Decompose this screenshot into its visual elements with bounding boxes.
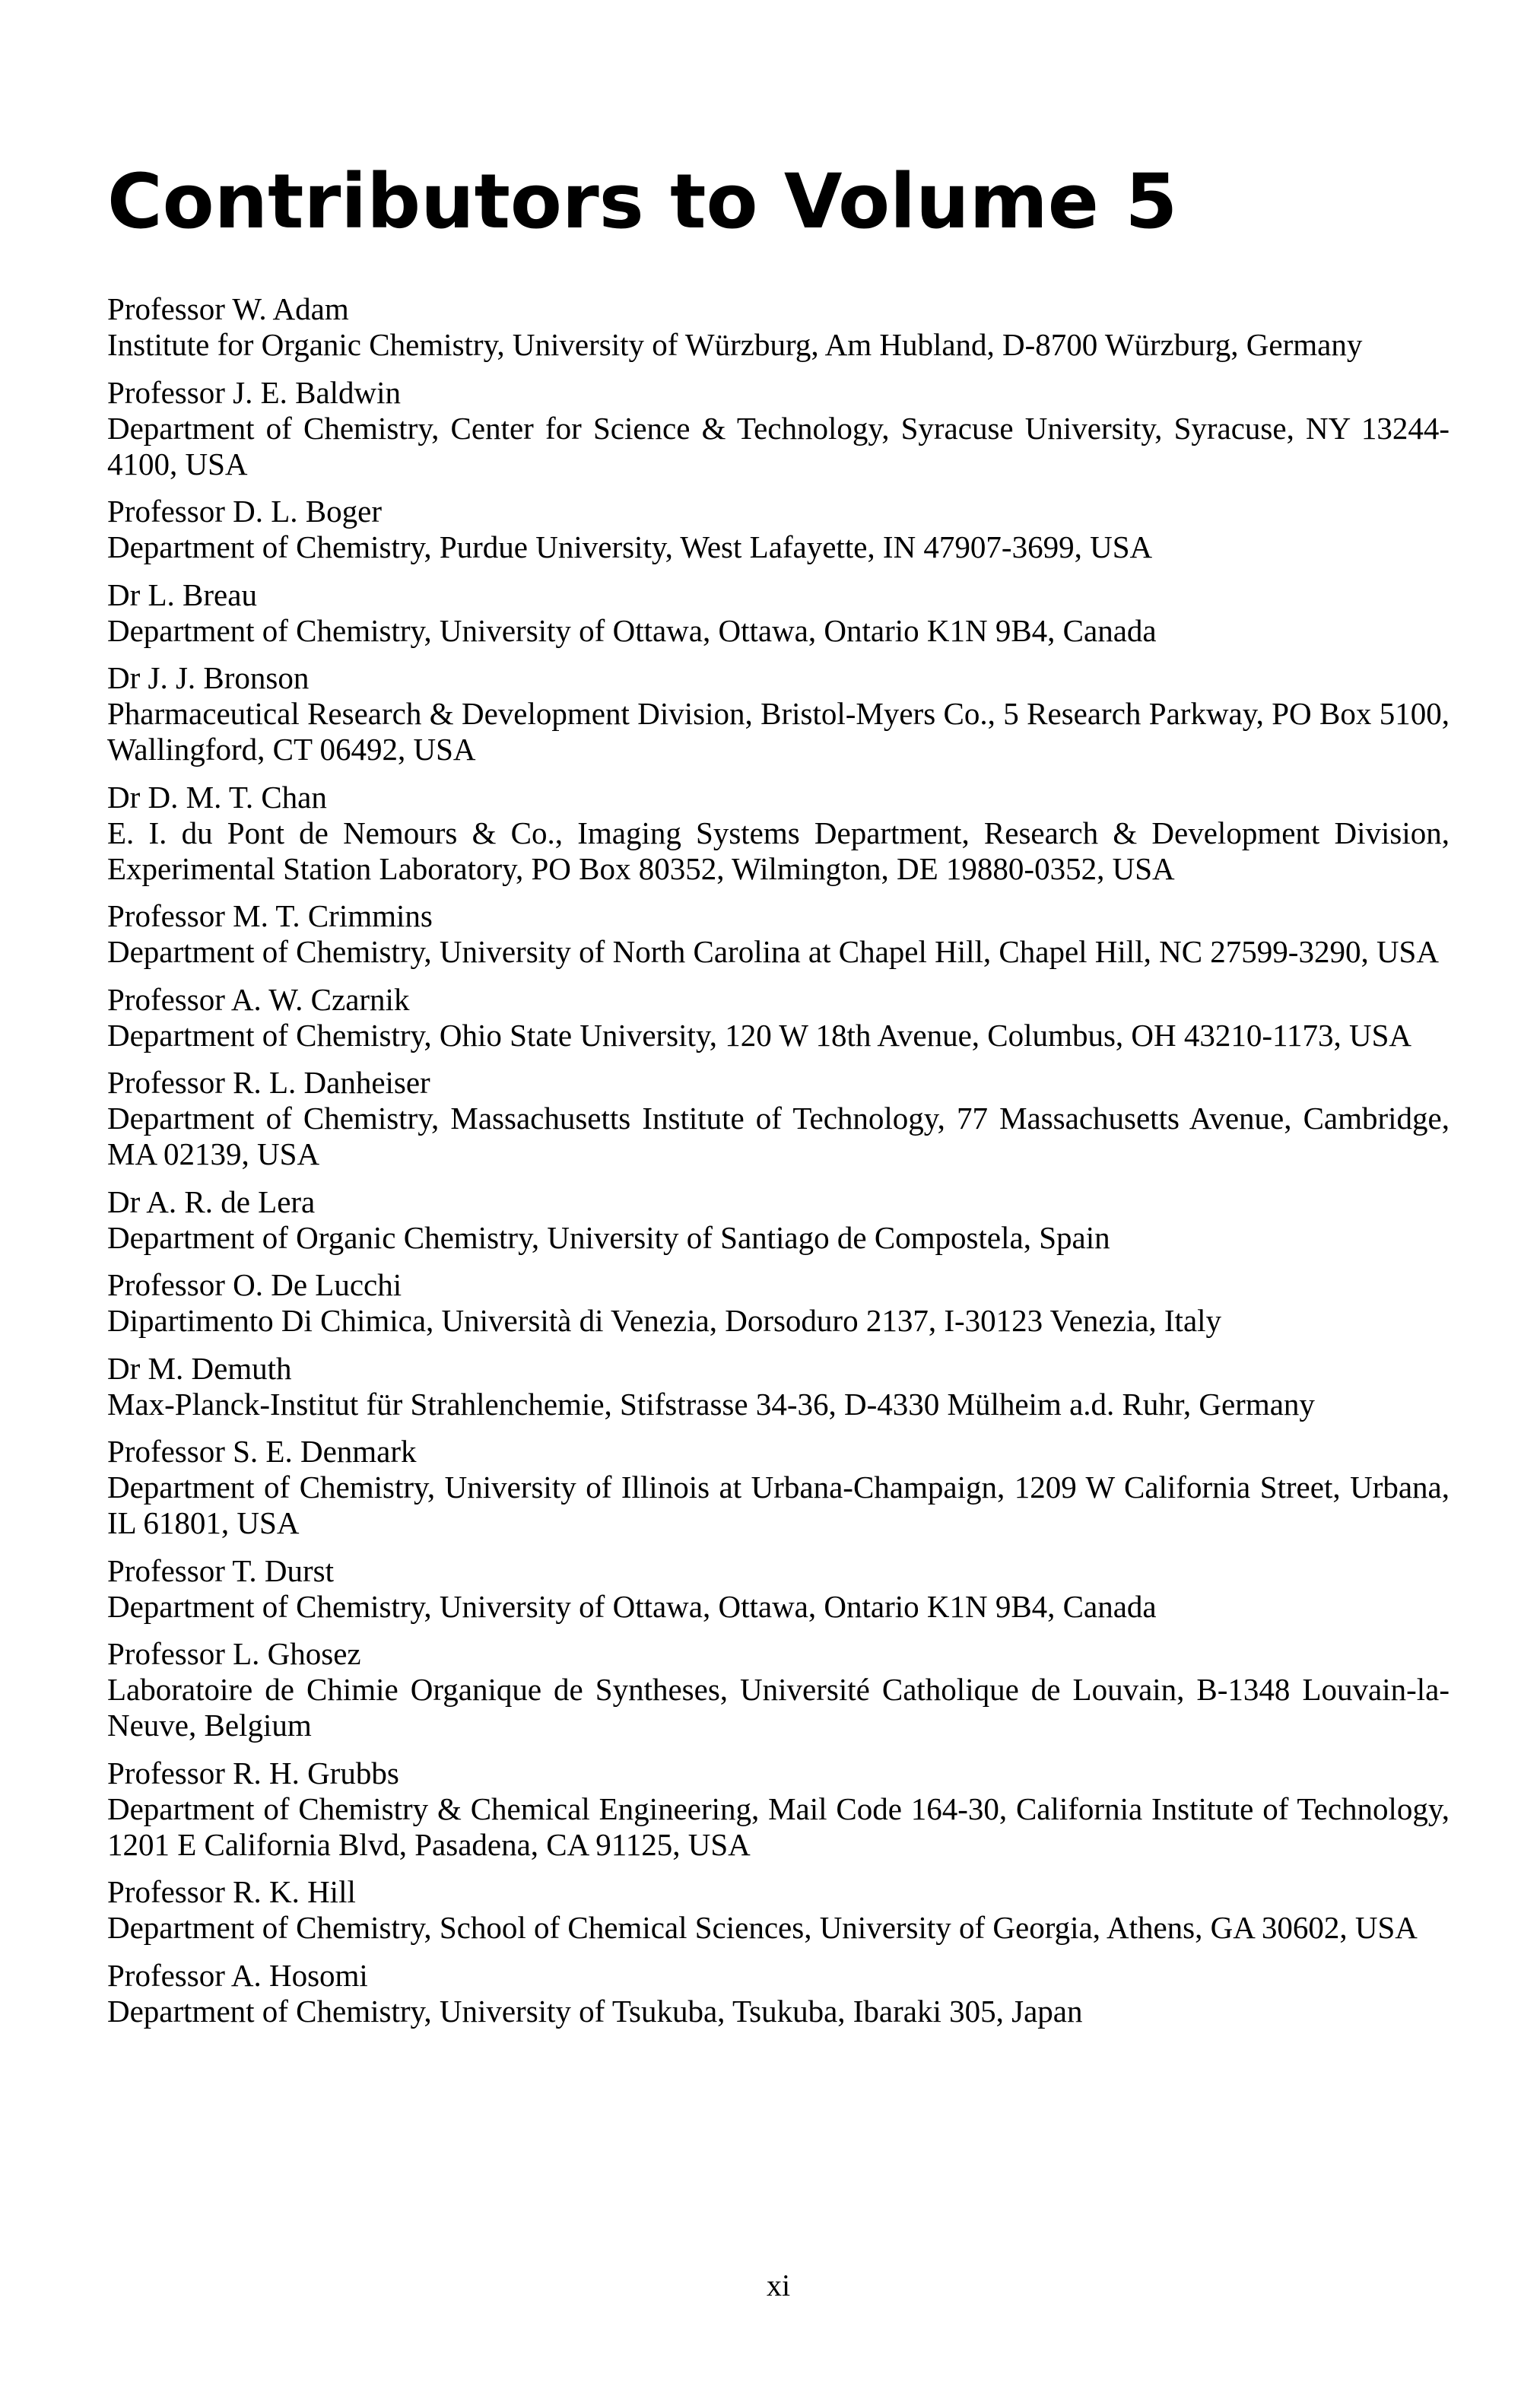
page-title: Contributors to Volume 5 [107,158,1178,246]
contributor-affiliation: Department of Chemistry, University of Ottawa, Ottawa, Ontario K1N 9B4, Canada [107,1588,1157,1624]
contributor-entry [107,982,1450,1053]
contributor-affiliation: Department of Chemistry & Chemical Engineering, Mail Code 164-30, California Institute of Technology, 1201 E California Blvd, Pasadena, CA 91125, USA [107,1791,1450,1862]
contributor-name: Professor W. Adam [107,291,349,326]
contributor-entry [107,494,1450,565]
contributor-name: Professor D. L. Boger [107,494,382,529]
contributor-name: Professor A. Hosomi [107,1957,368,1993]
contributor-affiliation: Department of Chemistry, University of Ottawa, Ottawa, Ontario K1N 9B4, Canada [107,612,1157,648]
contributor-affiliation: Department of Chemistry, University of North Carolina at Chapel Hill, Chapel Hill, NC 27599-3290, USA [107,934,1439,969]
contributor-entry [107,1958,1450,2029]
contributor-name: Professor O. De Lucchi [107,1267,402,1302]
contributor-affiliation: Department of Chemistry, Center for Science & Technology, Syracuse University, Syracuse, NY 13244-4100, USA [107,410,1450,481]
contributor-name: Professor S. E. Denmark [107,1434,417,1469]
contributor-affiliation: Laboratoire de Chimie Organique de Syntheses, Université Catholique de Louvain, B-1348 Louvain-la-Neuve, Belgium [107,1672,1450,1743]
contributor-entry [107,1434,1450,1541]
contributor-affiliation: Pharmaceutical Research & Development Division, Bristol-Myers Co., 5 Research Parkway, PO Box 5100, Wallingford, CT 06492, USA [107,696,1450,767]
contributor-entry [107,1636,1450,1743]
contributor-affiliation: Department of Chemistry, Purdue University, West Lafayette, IN 47907-3699, USA [107,529,1153,564]
contributor-affiliation: Institute for Organic Chemistry, University of Würzburg, Am Hubland, D-8700 Würzburg, Germany [107,327,1363,362]
contributor-name: Professor R. H. Grubbs [107,1755,399,1791]
contributor-entry [107,291,1450,363]
contributor-entry [107,660,1450,767]
contributor-name: Professor L. Ghosez [107,1636,361,1671]
contributor-entry [107,1267,1450,1339]
contributor-name: Professor R. L. Danheiser [107,1065,430,1100]
contributor-entry [107,375,1450,482]
contributor-affiliation: Department of Organic Chemistry, University of Santiago de Compostela, Spain [107,1219,1110,1255]
contributor-affiliation: Department of Chemistry, Ohio State University, 120 W 18th Avenue, Columbus, OH 43210-1173, USA [107,1017,1412,1053]
contributor-entry [107,1553,1450,1625]
page-number: xi [766,2268,791,2302]
contributor-name: Professor T. Durst [107,1552,334,1588]
contributor-name: Dr J. J. Bronson [107,660,310,695]
contributor-name: Professor J. E. Baldwin [107,374,402,410]
contributor-name: Dr M. Demuth [107,1350,292,1386]
contributor-name: Dr D. M. T. Chan [107,779,327,815]
contributor-affiliation: Department of Chemistry, Massachusetts Institute of Technology, 77 Massachusetts Avenue, Cambridge, MA 02139, USA [107,1101,1450,1171]
contributor-list [107,291,1450,2041]
contributor-entry [107,898,1450,970]
contributor-entry [107,1756,1450,1863]
contributor-entry [107,577,1450,649]
contributor-affiliation: Department of Chemistry, University of Illinois at Urbana-Champaign, 1209 W California Street, Urbana, IL 61801, USA [107,1470,1450,1540]
contributor-affiliation: Dipartimento Di Chimica, Università di Venezia, Dorsoduro 2137, I-30123 Venezia, Italy [107,1303,1222,1338]
contributor-name: Professor R. K. Hill [107,1874,356,1909]
contributor-name: Professor A. W. Czarnik [107,981,410,1017]
contributor-affiliation: Max-Planck-Institut für Strahlenchemie, Stifstrasse 34-36, D-4330 Mülheim a.d. Ruhr, Germany [107,1386,1315,1422]
contributor-entry [107,1065,1450,1172]
contributor-name: Dr A. R. de Lera [107,1184,316,1219]
contributor-entry [107,1874,1450,1946]
contributor-entry [107,780,1450,887]
contributor-entry [107,1351,1450,1422]
contributor-affiliation: Department of Chemistry, University of Tsukuba, Tsukuba, Ibaraki 305, Japan [107,1993,1083,2029]
contributor-name: Professor M. T. Crimmins [107,898,433,933]
contributor-entry [107,1184,1450,1256]
contributor-name: Dr L. Breau [107,577,257,612]
contributor-affiliation: Department of Chemistry, School of Chemical Sciences, University of Georgia, Athens, GA 30602, USA [107,1910,1418,1945]
contributor-affiliation: E. I. du Pont de Nemours & Co., Imaging Systems Department, Research & Development Division, Experimental Station Laboratory, PO Box 80352, Wilmington, DE 19880-0352, USA [107,815,1450,886]
